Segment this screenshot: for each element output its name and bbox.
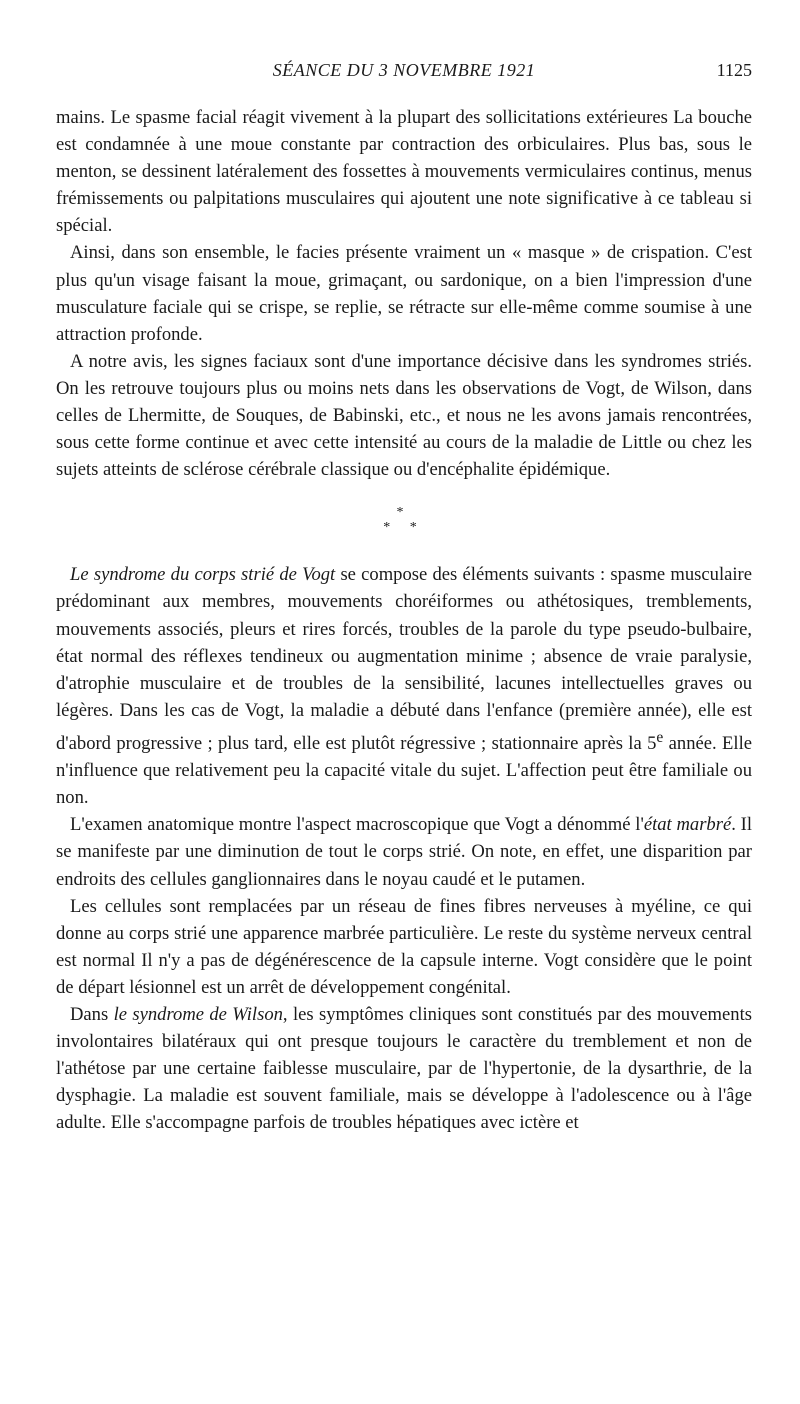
superscript: e [656, 728, 664, 746]
paragraph: A notre avis, les signes faciaux sont d'une importance décisive dans les syndromes striés. On les retrouve toujours plus ou moins nets dans les observations de Vogt, de Wilson, dans celles de Lhermitte, de Souques, de Babinski, etc., et nous ne les avons jamais rencontrées, sous cette forme continue et avec cette intensité au cours de la maladie de Little ou chez les sujets atteints de sclérose cérébrale classique ou d'encéphalite épidémique. [56, 350, 752, 481]
paragraph-text: L'examen anatomique montre l'aspect macroscopique que Vogt a dénommé l' [70, 814, 644, 836]
emphasis: le syndrome de Wilson [113, 1004, 283, 1025]
page-number: 1125 [716, 60, 752, 80]
paragraph: Ainsi, dans son ensemble, le facies présente vraiment un « masque » de crispation. C'est plus qu'un visage faisant la moue, grimaçant, ou sardonique, on a bien l'impression d'une musculature faciale qui se crispe, se replie, se rétracte sur elle-même comme soumise à une attraction profonde. [56, 242, 752, 345]
paragraph-text: , les symptômes cliniques sont constitués par des mouvements involontaires bilatéraux qui ont presque toujours le caractère du tremblement et non de l'athétose par une certaine faiblesse musculaire, par de l'hypertonie, de la dysarthrie, de la dysphagie. La maladie est souvent familiale, mais se développe à l'adolescence ou à l'âge adulte. Elle s'accompagne parfois de troubles hépatiques avec ictère et [56, 1004, 752, 1134]
paragraph: mains. Le spasme facial réagit vivement à la plupart des sollicitations extérieures La bouche est condamnée à une moue constante par contraction des orbiculaires. Plus bas, sous le menton, se dessinent latéralement des fossettes à mouvements vermiculaires continus, menus frémissements ou palpitations musculaires qui ajoutent une note significative à ce tableau si spécial. [56, 107, 752, 237]
paragraph [56, 811, 752, 892]
paragraph-text: année. Elle n'influence que relativement peu la capacité vitale du sujet. L'affection peut être familiale ou non. [56, 733, 752, 809]
running-title: SÉANCE DU 3 NOVEMBRE 1921 [272, 60, 536, 80]
asterism-top: * [396, 505, 412, 521]
page-header [56, 60, 752, 90]
body-text [56, 104, 752, 1136]
asterism-bottom: * * [383, 520, 425, 536]
paragraph-text: se compose des éléments suivants : spasme musculaire prédominant aux membres, mouvements choréiformes ou athétosiques, tremblements, mouvements associés, pleurs et rires forcés, troubles de la parole du type pseudo-bulbaire, état normal des réflexes tendineux ou augmentation minime ; absence de vraie paralysie, d'atrophie musculaire et de troubles de la sensibilité, lacunes intellectuelles graves ou légères. Dans les cas de Vogt, la maladie a débuté dans l'enfance (première année), elle est d'abord progressive ; plus tard, elle est plutôt régressive ; stationnaire après la 5 [56, 564, 752, 755]
paragraph-text: . Il se manifeste par une diminution de tout le corps strié. On note, en effet, une disparition par endroits des cellules ganglionnaires dans le noyau caudé et le putamen. [56, 814, 752, 890]
paragraph: Les cellules sont remplacées par un réseau de fines fibres nerveuses à myéline, ce qui donne au corps strié une apparence marbrée particulière. Le reste du système nerveux central est normal Il n'y a pas de dégénérescence de la capsule interne. Vogt considère que le point de départ lésionnel est un arrêt de développement congénital. [56, 895, 752, 998]
section-title: Le syndrome du corps strié de Vogt [70, 564, 336, 586]
section-separator [56, 505, 752, 535]
paragraph [56, 561, 752, 811]
paragraph [56, 1001, 752, 1136]
emphasis: état marbré [643, 814, 732, 836]
paragraph-text: Dans [70, 1004, 114, 1025]
